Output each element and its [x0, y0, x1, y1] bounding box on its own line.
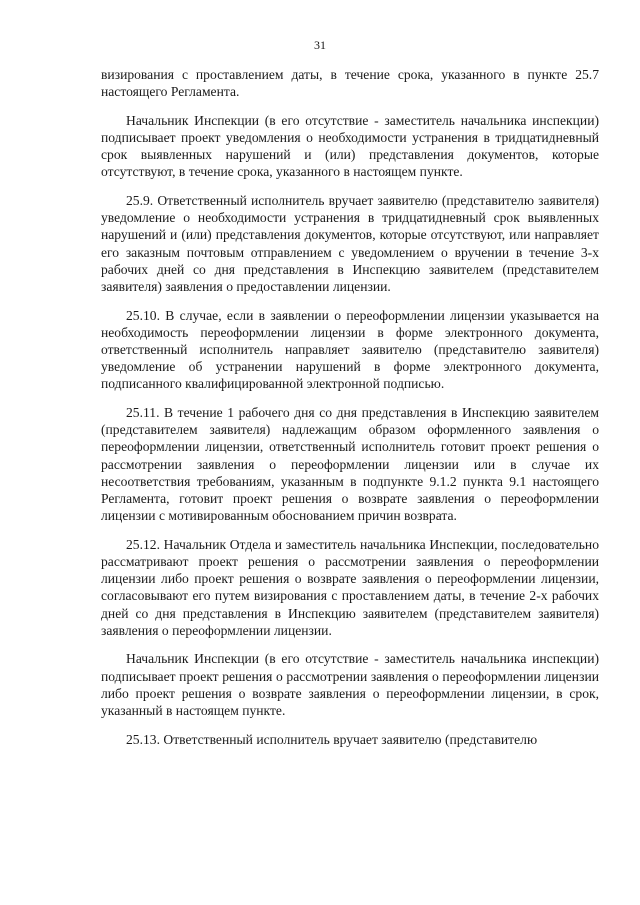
paragraph-25-11: 25.11. В течение 1 рабочего дня со дня представления в Инспекцию заявителем (представителем заявителя) надлежащим образом оформленного заявления о переоформлении лицензии, ответственный исполнитель готовит проект решения о рассмотрении заявления о переоформлении лицензии или в случае их несоответствия требованиям, указанным в подпункте 9.1.2 пункта 9.1 настоящего Регламента, готовит проект решения о возврате заявления о переоформлении лицензии с мотивированным обоснованием причин возврата.	[101, 405, 599, 524]
page-number: 31	[314, 38, 326, 52]
paragraph-25-9: 25.9. Ответственный исполнитель вручает заявителю (представителю заявителя) уведомление о необходимости устранения в тридцатидневный срок выявленных нарушений и (или) представления документов, которые отсутствуют, или направляет его заказным почтовым отправлением с уведомлением о вручении в течение 3-х рабочих дней со дня представления в Инспекцию заявителем (представителем заявителя) заявления о предоставлении лицензии.	[101, 193, 599, 295]
paragraph-continuation: визирования с проставлением даты, в течение срока, указанного в пункте 25.7 настоящего Регламента.	[101, 67, 599, 100]
paragraph-head-signs-notice: Начальник Инспекции (в его отсутствие - заместитель начальника инспекции) подписывает проект уведомления о необходимости устранения в тридцатидневный срок выявленных нарушений и (или) представления документов, которые отсутствуют, в течение срока, указанного в настоящем пункте.	[101, 112, 599, 180]
document-body	[101, 66, 599, 759]
paragraph-25-12: 25.12. Начальник Отдела и заместитель начальника Инспекции, последовательно рассматривают проект решения о рассмотрении заявления о переоформлении лицензии либо проект решения о возврате заявления о переоформлении лицензии, согласовывают его путем визирования с проставлением даты, в течение 2-х рабочих дней со дня представления в Инспекцию заявителем (представителем заявителя) заявления о переоформлении лицензии.	[101, 536, 599, 638]
paragraph-25-13: 25.13. Ответственный исполнитель вручает заявителю (представителю	[126, 731, 538, 747]
paragraph-25-10: 25.10. В случае, если в заявлении о переоформлении лицензии указывается на необходимость переоформлении лицензии в форме электронного документа, ответственный исполнитель направляет заявителю (представителю заявителя) уведомление об устранении нарушений в форме электронного документа, подписанного квалифицированной электронной подписью.	[101, 307, 599, 392]
paragraph-head-signs-decision: Начальник Инспекции (в его отсутствие - заместитель начальника инспекции) подписывает проект решения о рассмотрении заявления о переоформлении лицензии либо проект решения о возврате заявления о переоформлении лицензии, в срок, указанный в настоящем пункте.	[101, 651, 599, 719]
